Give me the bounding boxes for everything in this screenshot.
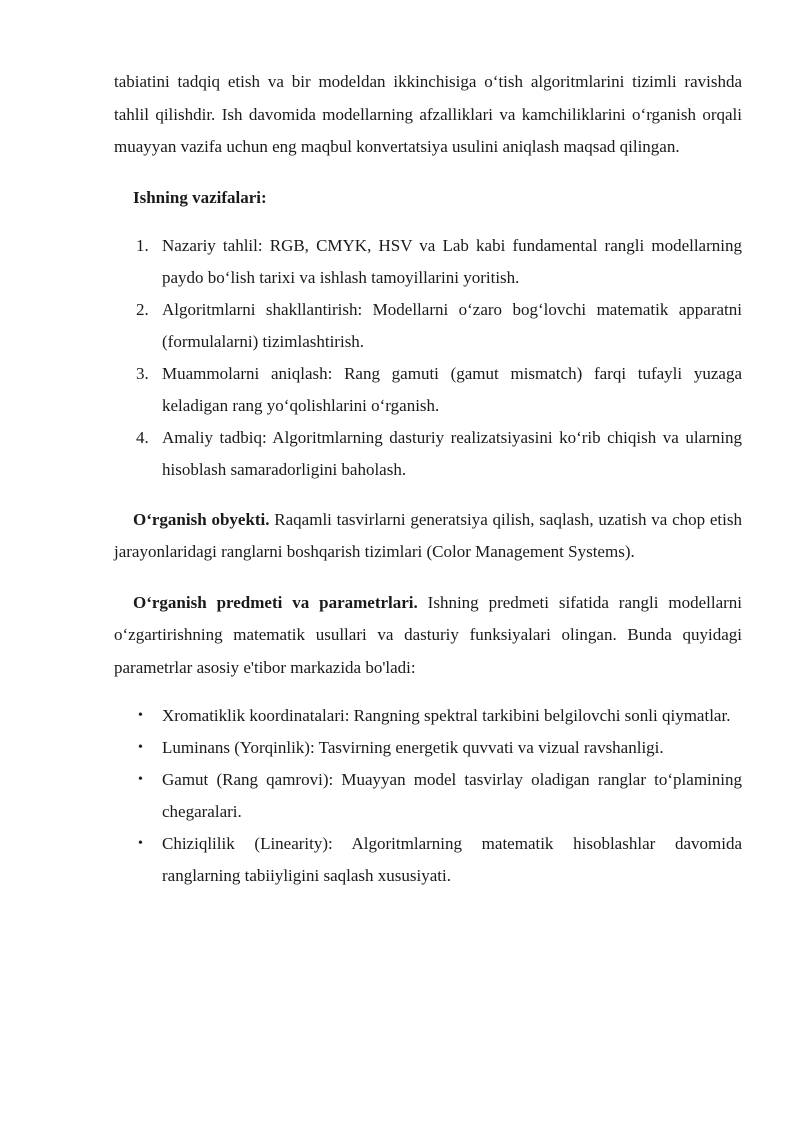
list-item-text: Amaliy tadbiq: Algoritmlarning dasturiy realizatsiyasini ko‘rib chiqish va ularning hisoblash samaradorligini baholash. — [162, 427, 742, 479]
intro-paragraph: tabiatini tadqiq etish va bir modeldan ikkinchisiga o‘tish algoritmlarini tizimli ravishda tahlil qilishdir. Ish davomida modellarning afzalliklari va kamchiliklarini o‘rganish orqali muayyan vazifa uchun eng maqbul konvertatsiya usulini aniqlash maqsad qilingan. — [114, 72, 742, 156]
bullet-icon: • — [138, 836, 143, 851]
list-item-text: Gamut (Rang qamrovi): Muayyan model tasvirlay oladigan ranglar to‘plamining chegaralari. — [162, 770, 742, 821]
list-item — [114, 358, 742, 422]
bullet-icon: • — [138, 740, 143, 755]
list-item-text: Nazariy tahlil: RGB, CMYK, HSV va Lab kabi fundamental rangli modellarning paydo bo‘lish tarixi va ishlash tamoyillarini yoritish. — [162, 235, 742, 287]
document-page — [114, 66, 742, 892]
bullet-icon: • — [138, 772, 143, 787]
subject-text: Ishning predmeti sifatida rangli modellarni o‘zgartirishning matematik usullari va dasturiy funksiyalari olingan. Bunda quyidagi parametrlar asosiy e'tibor markazida bo'ladi: — [114, 592, 742, 677]
bullet-icon: • — [138, 708, 143, 723]
list-item — [114, 422, 742, 486]
list-item-text: Luminans (Yorqinlik): Tasvirning energetik quvvati va vizual ravshanligi. — [162, 738, 664, 757]
object-text: Raqamli tasvirlarni generatsiya qilish, saqlash, uzatish va chop etish jarayonlaridagi ranglarni boshqarish tizimlari (Color Management Systems). — [114, 509, 742, 561]
list-item — [114, 294, 742, 358]
subject-paragraph — [114, 587, 742, 685]
list-item — [114, 732, 742, 764]
tasks-list — [114, 230, 742, 486]
list-item-text: Muammolarni aniqlash: Rang gamuti (gamut mismatch) farqi tufayli yuzaga keladigan rang yo‘qolishlarini o‘rganish. — [162, 363, 742, 415]
params-list — [114, 700, 742, 892]
list-item — [114, 764, 742, 828]
object-lead: O‘rganish obyekti. — [133, 509, 270, 529]
tasks-heading: Ishning vazifalari: — [133, 187, 267, 207]
list-item-text: Chiziqlilik (Linearity): Algoritmlarning matematik hisoblashlar davomida ranglarning tabiiyligini saqlash xususiyati. — [162, 834, 742, 885]
list-item-text: Algoritmlarni shakllantirish: Modellarni o‘zaro bog‘lovchi matematik apparatni (formulalarni) tizimlashtirish. — [162, 299, 742, 351]
list-number: 3. — [136, 363, 149, 383]
list-item — [114, 700, 742, 732]
object-paragraph — [114, 504, 742, 569]
list-number: 4. — [136, 427, 149, 447]
list-item — [114, 230, 742, 294]
list-number: 1. — [136, 235, 149, 255]
list-item-text: Xromatiklik koordinatalari: Rangning spektral tarkibini belgilovchi sonli qiymatlar. — [162, 706, 731, 725]
list-item — [114, 828, 742, 892]
subject-lead: O‘rganish predmeti va parametrlari. — [133, 592, 418, 612]
list-number: 2. — [136, 299, 149, 319]
